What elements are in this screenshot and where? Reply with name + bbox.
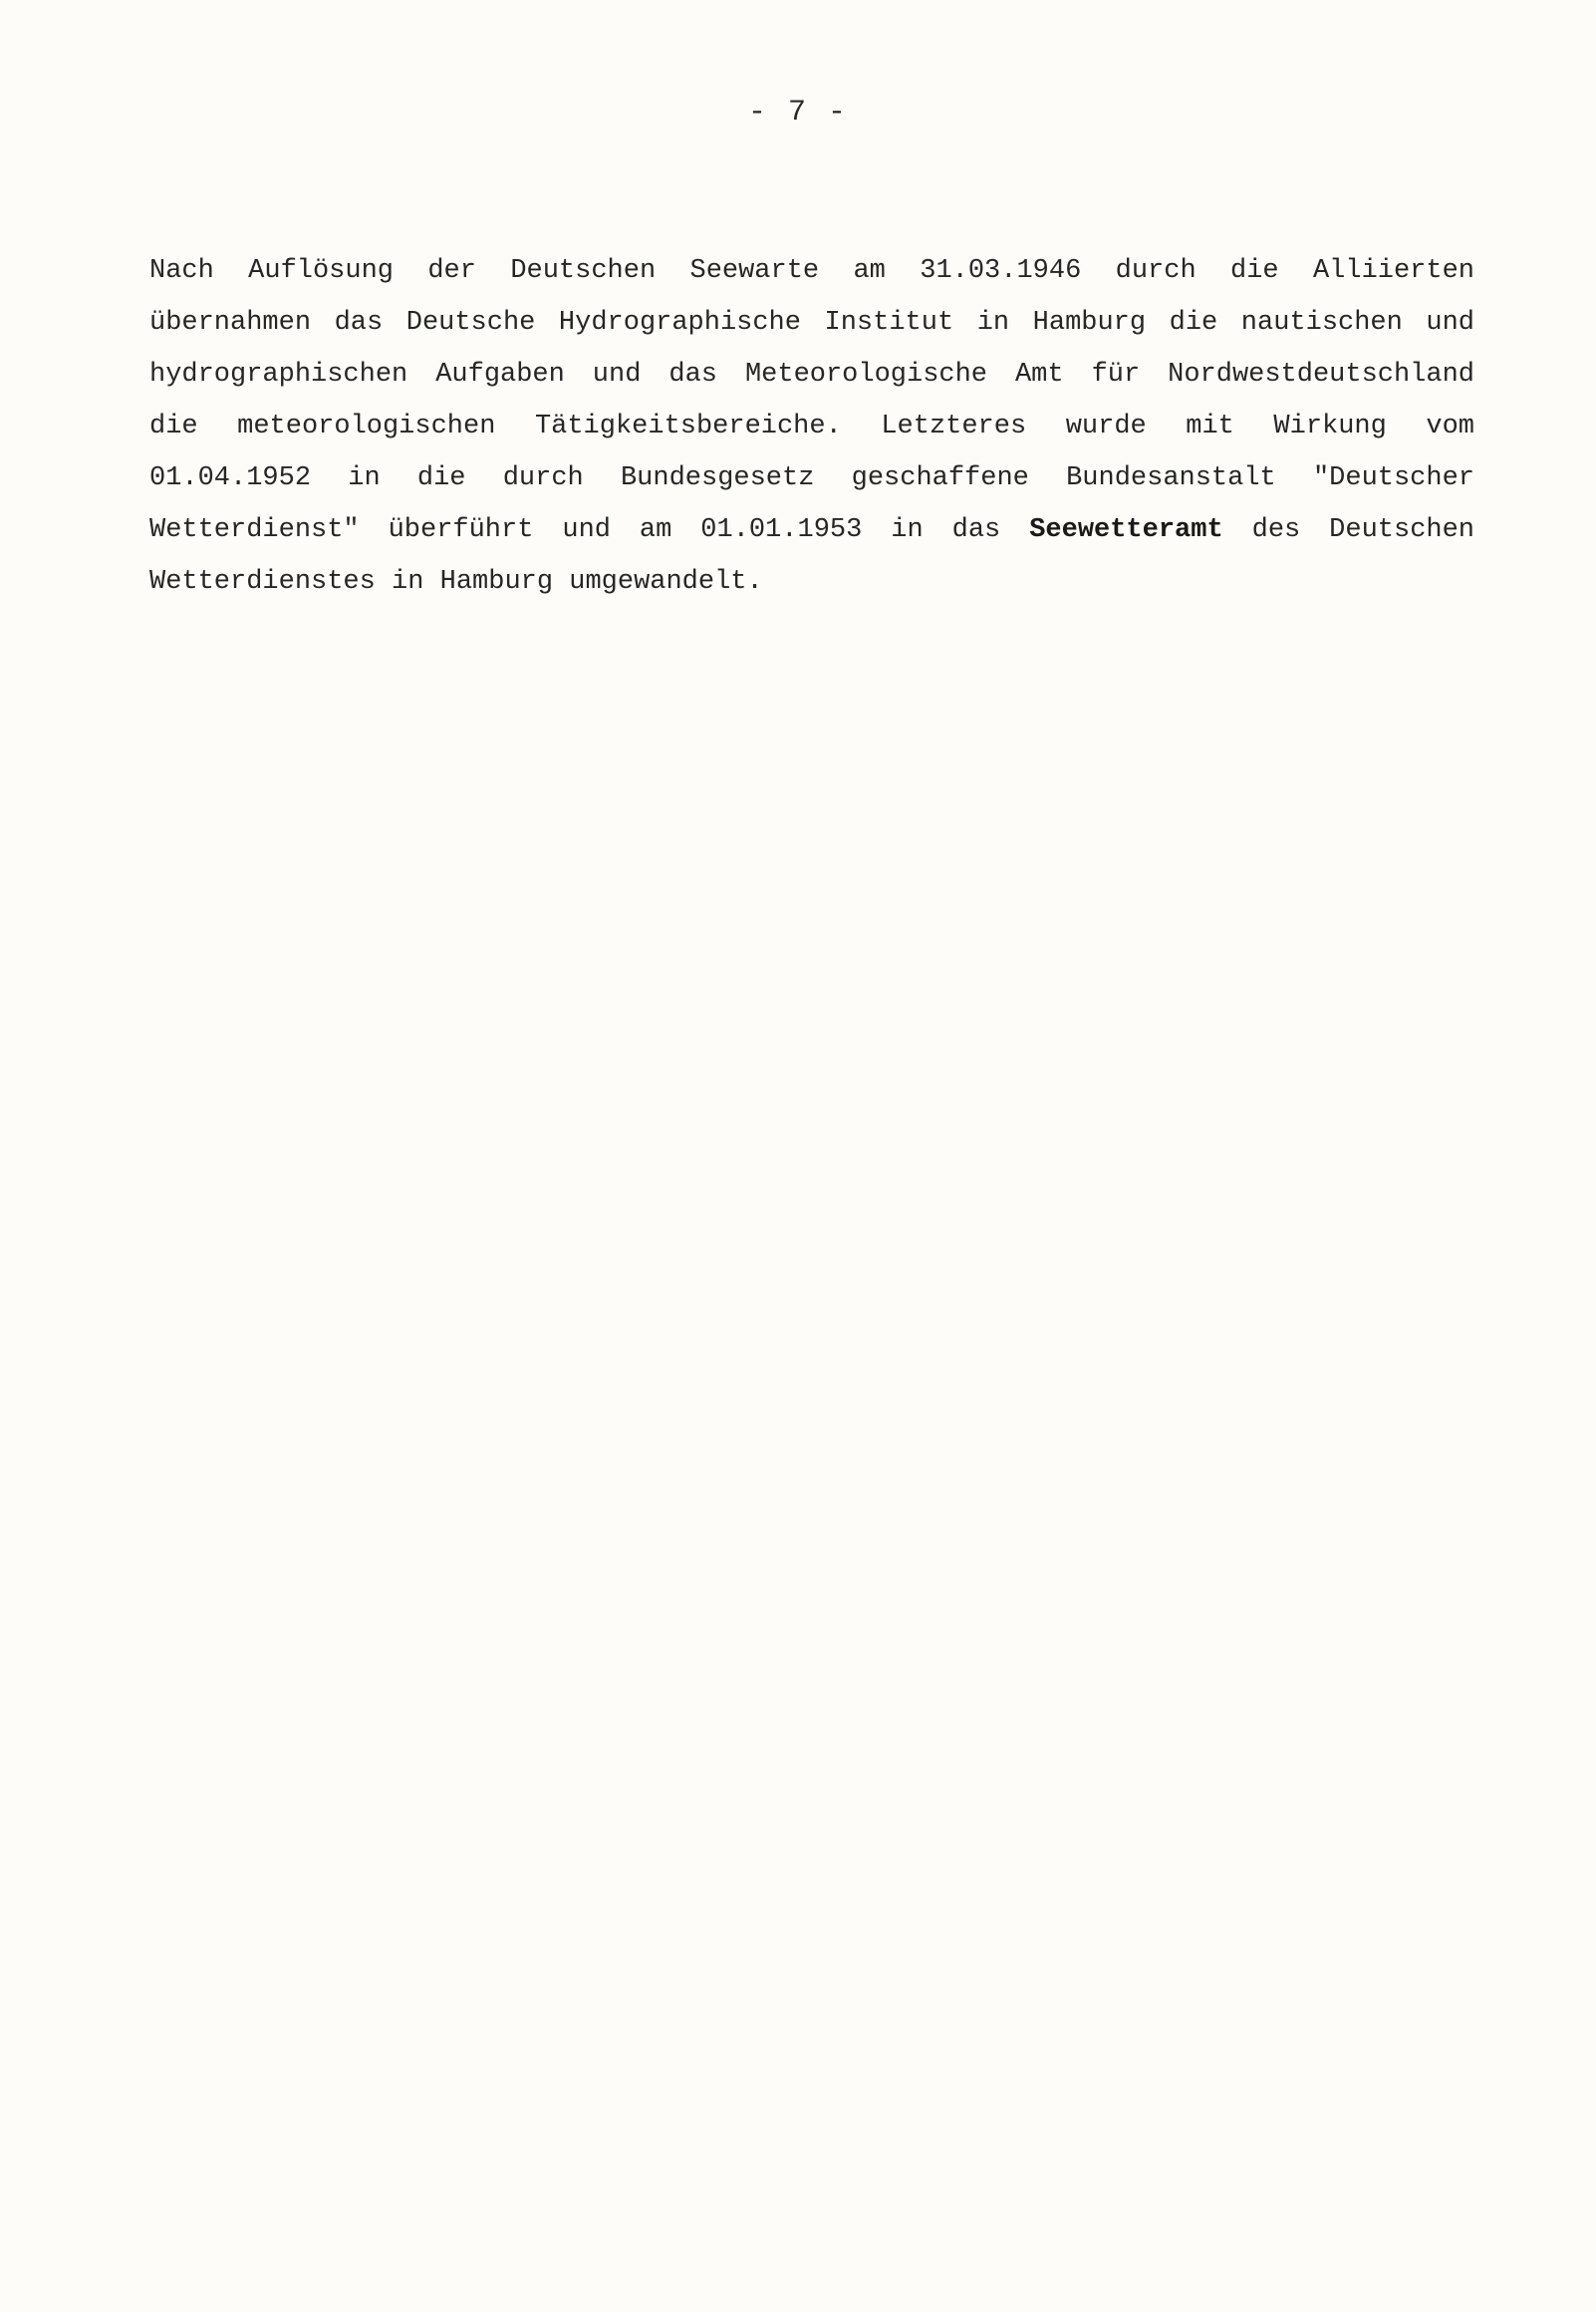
line-text-after: des Deutschen — [1222, 515, 1475, 545]
page-number: - 7 - — [747, 96, 848, 130]
paragraph-line — [149, 504, 1474, 556]
paragraph-line: übernahmen das Deutsche Hydrographische Institut in Hamburg die nautischen und — [149, 308, 1474, 338]
paragraph-line: hydrographischen Aufgaben und das Meteorologische Amt für Nordwestdeutschland — [149, 360, 1474, 390]
bold-term-seewetteramt: Seewetteramt — [1029, 515, 1223, 545]
paragraph-line: die meteorologischen Tätigkeitsbereiche. Letzteres wurde mit Wirkung vom — [149, 412, 1474, 441]
body-paragraph — [149, 245, 1474, 608]
paragraph-line: 01.04.1952 in die durch Bundesgesetz geschaffene Bundesanstalt "Deutscher — [149, 463, 1474, 493]
line-text-before: Wetterdienst" überführt und am 01.01.1953 in das — [149, 515, 1030, 545]
paragraph-line-last: Wetterdienstes in Hamburg umgewandelt. — [149, 567, 763, 597]
paragraph-line: Nach Auflösung der Deutschen Seewarte am 31.03.1946 durch die Alliierten — [149, 256, 1474, 286]
